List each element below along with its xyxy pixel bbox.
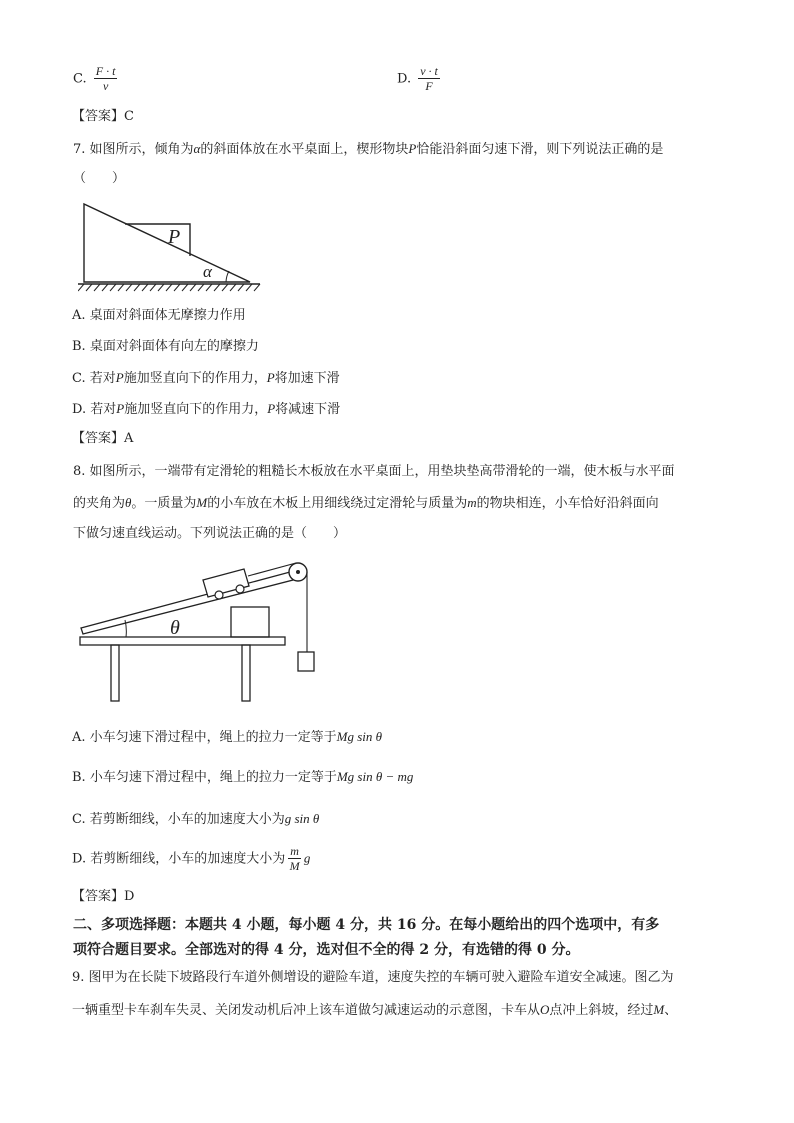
support-block <box>231 607 269 637</box>
q9-stem-line1: 9. 图甲为在长陡下坡路段行车道外侧增设的避险车道，速度失控的车辆可驶入避险车道安全减速。图乙为 <box>72 970 674 985</box>
figure-label-p: P <box>168 226 181 248</box>
q8-stem-line2: 的夹角为θ。一质量为M的小车放在木板上用细线绕过定滑轮与质量为m的物块相连，小车恰好沿斜面向 <box>73 495 659 511</box>
hanging-mass <box>298 652 314 671</box>
q7-option-b: B. 桌面对斜面体有向左的摩擦力 <box>72 339 259 354</box>
q9-stem-line2: 一辆重型卡车刹车失灵、关闭发动机后冲上该车道做匀减速运动的示意图，卡车从O点冲上斜坡，经过M、 <box>72 1002 678 1018</box>
inclined-board <box>81 572 293 634</box>
q8-option-d-fraction: $\frac{m}{M}$ <box>289 844 300 873</box>
angle-arc <box>226 271 229 282</box>
q8-stem-line1: 8. 如图所示，一端带有定滑轮的粗糙长木板放在水平桌面上，用垫块垫高带滑轮的一端，使木板与水平面 <box>73 464 675 479</box>
q8-option-c: C. 若剪断细线，小车的加速度大小为g sin θ <box>72 811 320 827</box>
q8-figure-pulley <box>78 556 323 706</box>
q7-figure-incline <box>78 200 268 294</box>
q7-option-d: D. 若对P施加竖直向下的作用力，P将减速下滑 <box>72 401 341 417</box>
q8-option-b: B. 小车匀速下滑过程中，绳上的拉力一定等于Mg sin θ − mg <box>72 769 414 785</box>
pulley-axle <box>296 570 300 574</box>
figure-label-alpha: α <box>203 262 212 281</box>
table-leg-right <box>242 645 250 701</box>
q7-option-a: A. 桌面对斜面体无摩擦力作用 <box>72 308 246 323</box>
q7-stem-line1: 7. 如图所示，倾角为α的斜面体放在水平桌面上，楔形物块P恰能沿斜面匀速下滑，则下列说法正确的是 <box>73 141 664 157</box>
q8-option-a: A. 小车匀速下滑过程中，绳上的拉力一定等于Mg sin θ <box>72 729 383 745</box>
cart-wheel-left <box>215 591 223 599</box>
section2-heading-line1: 二、多项选择题：本题共 4 小题，每小题 4 分，共 16 分。在每小题给出的四个选项中，有多 <box>73 917 660 933</box>
q8-option-d: D. 若剪断细线，小车的加速度大小为 $\frac{m}{M}$ g <box>72 844 311 873</box>
table-leg-left <box>111 645 119 701</box>
q6-answer: 【答案】C <box>72 109 134 124</box>
table-hatching <box>78 284 260 291</box>
q8-stem-line3: 下做匀速直线运动。下列说法正确的是（ ） <box>73 526 347 541</box>
q6-option-c: C. $\frac{F \cdot t}{v}$ <box>73 64 116 93</box>
block-p <box>125 224 190 256</box>
q7-stem-line2: （ ） <box>73 171 126 186</box>
incline-triangle <box>84 204 250 282</box>
q6-option-c-fraction: $\frac{F \cdot t}{v}$ <box>95 64 116 93</box>
q6-option-d: D. $\frac{v \cdot t}{F}$ <box>397 64 438 93</box>
cart-wheel-right <box>236 585 244 593</box>
q8-answer: 【答案】D <box>72 889 135 904</box>
q6-option-d-fraction: $\frac{v \cdot t}{F}$ <box>420 64 438 93</box>
table-top <box>80 637 285 645</box>
figure-label-theta: θ <box>170 617 180 639</box>
q7-option-c: C. 若对P施加竖直向下的作用力，P将加速下滑 <box>72 370 340 386</box>
q7-answer: 【答案】A <box>72 431 134 446</box>
section2-heading-line2: 项符合题目要求。全部选对的得 4 分，选对但不全的得 2 分，有选错的得 0 分。 <box>73 942 580 958</box>
